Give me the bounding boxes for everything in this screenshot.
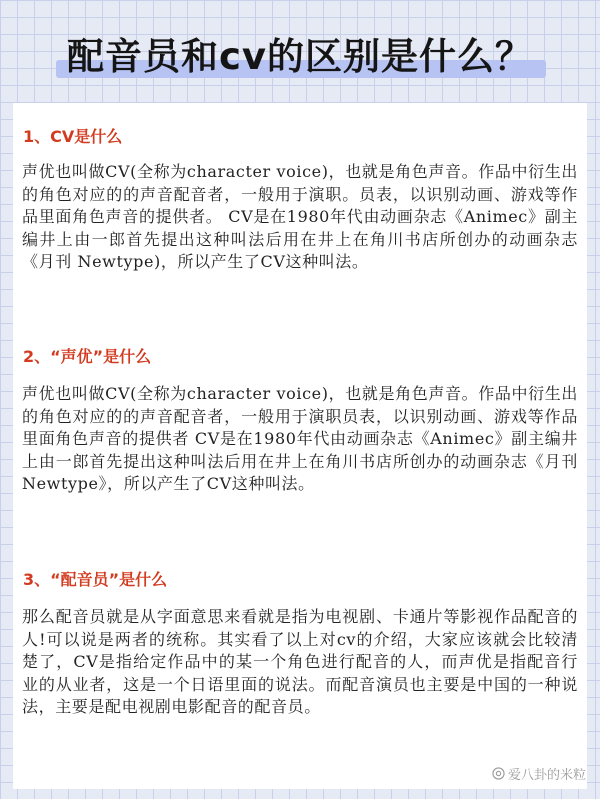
section-1-heading: 1、CV是什么 xyxy=(23,127,123,146)
section-2-heading: 2、“声优”是什么 xyxy=(23,347,152,366)
page-title: 配音员和cv的区别是什么？ xyxy=(66,35,534,78)
section-1-body: 声优也叫做CV(全称为character voice)，也就是角色声音。作品中衍生出的角色对应的的声音配音者，一般用于演职。员表，以识别动画、游戏等作品里面角色声音的提供者。 CV是在1980年代由动画杂志《Animec》副主编井上由一郎首先提出这种叫法后用在井上在角川书店所创办的动画杂志《月刊 Newtype)，所以产生了CV这种叫法。 xyxy=(22,162,578,271)
watermark xyxy=(492,764,586,783)
section-2-body: 声优也叫做CV(全称为character voice)，也就是角色声音。作品中衍生出的角色对应的的声音配音者，一般用于演职员表，以识别动画、游戏等作品里面角色声音的提供者 CV是在1980年代由动画杂志《Animec》副主编井上由一郎首先提出这种叫法后用在井上在角川书店所创办的动画杂志《月刊 Newtype》，所以产生了CV这种叫法。 xyxy=(22,384,578,493)
at-sign-icon xyxy=(492,767,505,780)
section-3-body: 那么配音员就是从字面意思来看就是指为电视剧、卡通片等影视作品配音的人!可以说是两者的统称。其实看了以上对cv的介绍，大家应该就会比较清楚了，CV是指给定作品中的某一个角色进行配音的人，而声优是指配音行业的从业者，这是一个日语里面的说法。而配音演员也主要是中国的一种说法，主要是配电视剧电影配音的配音员。 xyxy=(22,607,578,716)
section-3-heading: 3、“配音员”是什么 xyxy=(23,570,168,589)
watermark-text: 爱八卦的米粒 xyxy=(507,768,586,783)
